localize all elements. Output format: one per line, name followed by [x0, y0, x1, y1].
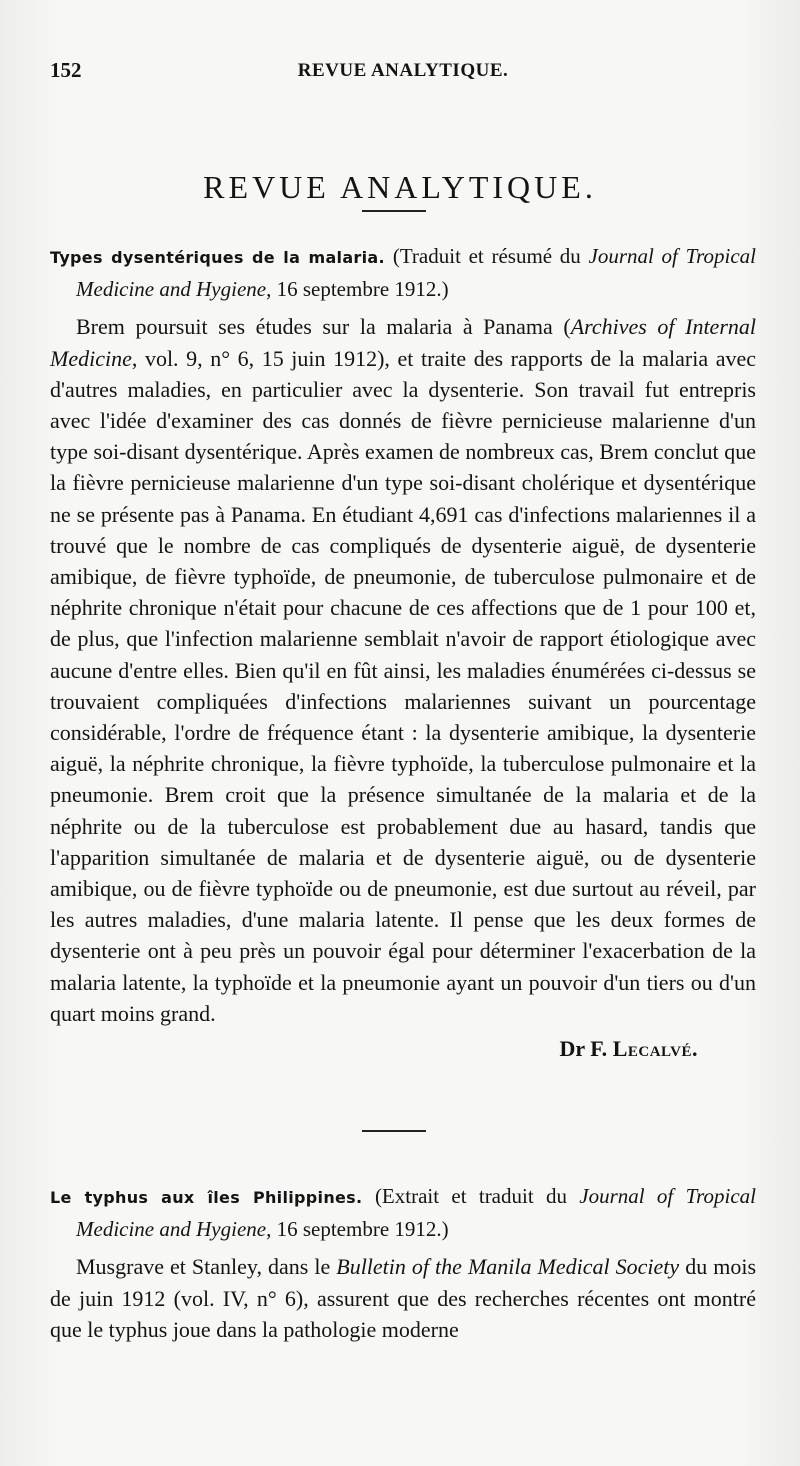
signature-prefix: Dr F.: [559, 1036, 613, 1062]
article-body: [50, 311, 756, 1029]
article-source-pre: (Traduit et résumé du: [392, 244, 589, 268]
section-title: REVUE ANALYTIQUE.: [203, 169, 597, 206]
body-part-2: , vol. 9, n° 6, 15 juin 1912), et traite des rapports de la malaria avec d'autres maladies, en particulier avec la dysenterie. Son travail fut entrepris avec l'idée d'examiner des cas donnés de fièvre pernicieuse malarienne d'un type soi-disant dysentérique. Après examen de nombreux cas, Brem conclut que la fièvre pernicieuse malarienne d'un type soi-disant cholérique et dysentérique ne se présente pas à Panama. En étudiant 4,691 cas d'infections malariennes il a trouvé que le nombre de cas compliqués de dysenterie aiguë, de dysenterie amibique, de fièvre typhoïde, de pneumonie, de tuberculose pulmonaire et de néphrite chronique n'était pour chacune de ces affections que de 1 pour 100 et, de plus, que l'infection malarienne semblait n'avoir de rapport étiologique avec aucune d'entre elles. Bien qu'il en fût ainsi, les maladies énumérées ci-dessus se trouvaient compliquées d'infections malariennes suivant un pourcentage considérable, l'ordre de fréquence étant : la dysenterie amibique, la dysenterie aiguë, la néphrite chronique, la fièvre typhoïde, la tuberculose pulmonaire et la pneumonie. Brem croit que la présence simultanée de la malaria et de la néphrite ou de la tuberculose est probablement due au hasard, tandis que l'apparition simultanée de malaria et de dysenterie aiguë, ou de dysenterie amibique, ou de fièvre typhoïde ou de pneumonie, est due surtout au réveil, par les autres maladies, d'une malaria latente. Il pense que les deux formes de dysenterie ont à peu près un pouvoir égal pour déterminer l'exacerbation de la malaria latente, la typhoïde et la pneumonie ayant un pouvoir d'un tiers ou d'un quart moins grand.: [50, 345, 756, 1026]
article-source-post: , 16 septembre 1912.): [266, 1217, 449, 1242]
article-typhus: [50, 1180, 756, 1345]
article-heading: [50, 240, 756, 305]
article-divider: [362, 1130, 426, 1132]
page-number: 152: [50, 58, 82, 82]
article-heading: [50, 1180, 756, 1245]
body-part-1: Musgrave et Stanley, dans le: [76, 1254, 337, 1280]
article-source-post: , 16 septembre 1912.): [266, 277, 449, 302]
title-divider: [362, 210, 426, 212]
body-part-1: Brem poursuit ses études sur la malaria à Panama (: [76, 314, 571, 340]
body-part-2: du mois de juin 1912 (vol. IV, n° 6), assurent que des recherches récentes ont montré que le typhus joue dans la pathologie moderne: [50, 1254, 757, 1342]
running-header: [50, 58, 756, 88]
article-source-pre: (Extrait et traduit du: [374, 1184, 580, 1208]
article-topic: Types dysentériques de la malaria.: [50, 248, 385, 267]
running-title: REVUE ANALYTIQUE.: [297, 60, 509, 81]
article-malaria: [50, 240, 756, 1064]
article-source-journal: Journal of Tropical Medicine and Hygiene: [76, 1184, 756, 1242]
article-signature: [50, 1033, 756, 1064]
signature-name: Lecalvé.: [612, 1036, 698, 1062]
body-cited-journal: Bulletin of the Manila Medical Society: [336, 1254, 680, 1280]
article-source-journal: Journal of Tropical Medicine and Hygiene: [76, 244, 756, 302]
article-body: [50, 1251, 756, 1345]
body-cited-journal: Archives of Internal Medicine: [50, 314, 756, 371]
article-topic: Le typhus aux îles Philippines.: [50, 1188, 363, 1207]
